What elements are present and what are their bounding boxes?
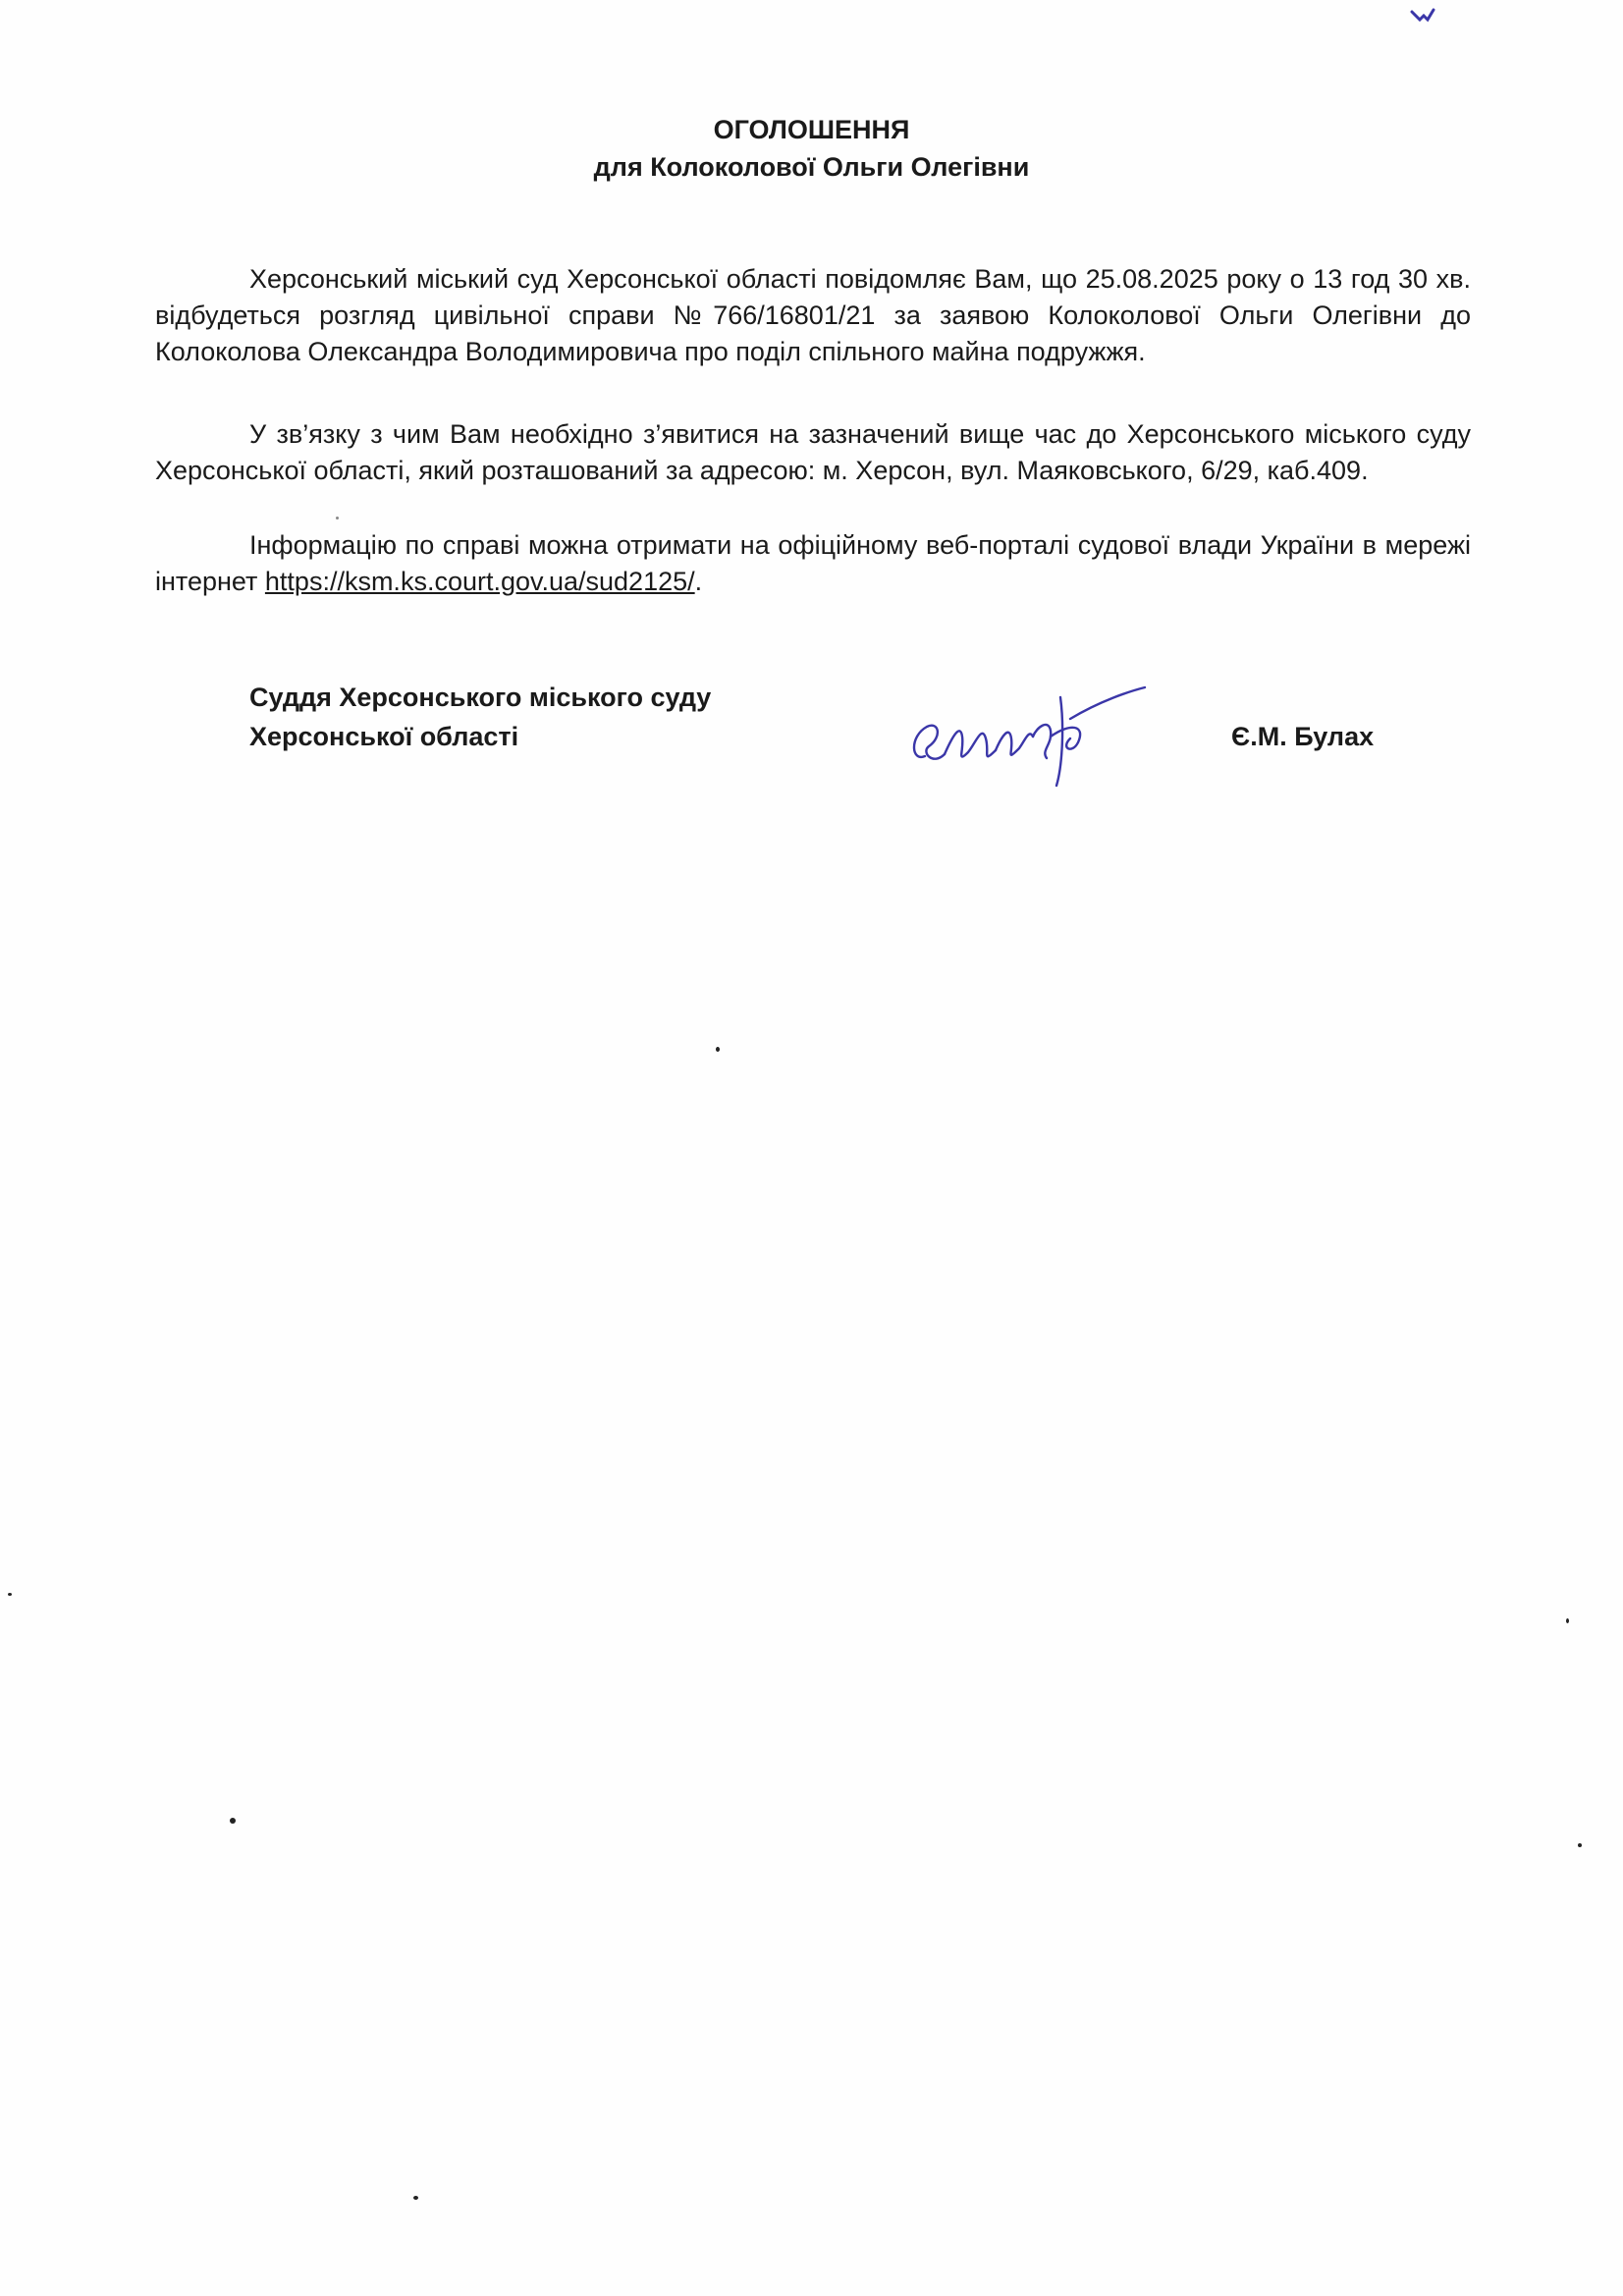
scan-speck	[1578, 1843, 1582, 1847]
scan-speck	[336, 517, 339, 519]
ink-mark-icon	[1410, 8, 1435, 26]
scan-speck	[413, 2196, 418, 2200]
handwritten-signature-icon	[903, 668, 1149, 795]
paragraph-hearing-notice: Херсонський міський суд Херсонської області повідомляє Вам, що 25.08.2025 року о 13 год 30 хв. відбудеться розгляд цивільної справи №766/16801/21 за заявою Колоколової Ольги Олегівни до Колоколова Олександра Володимировича про поділ спільного майна подружжя.	[155, 264, 1471, 366]
judge-position-line2: Херсонської області	[249, 722, 519, 751]
scan-speck	[1566, 1618, 1569, 1623]
announcement-title: ОГОЛОШЕННЯ	[713, 115, 910, 144]
announcement-recipient: для Колоколової Ольги Олегівни	[593, 152, 1030, 182]
scan-speck	[230, 1818, 236, 1824]
paragraph-appearance-request: У зв’язку з чим Вам необхідно з’явитися на зазначений вище час до Херсонського міського суду Херсонської області, який розташований за адресою: м. Херсон, вул. Маяковського, 6/29, каб.409.	[155, 419, 1471, 485]
judge-name: Є.М. Булах	[1231, 722, 1375, 751]
court-portal-link[interactable]: https://ksm.ks.court.gov.ua/sud2125/	[264, 567, 695, 596]
judge-position-line1: Суддя Херсонського міського суду	[249, 683, 712, 712]
scan-speck	[716, 1047, 720, 1052]
scan-speck	[8, 1593, 12, 1596]
info-portal-end: .	[694, 567, 703, 596]
info-portal-text: Інформацію по справі можна отримати на офіційному веб-порталі судової влади України в мережі інтернет	[155, 530, 1471, 596]
paragraph-info-portal	[155, 527, 1471, 600]
